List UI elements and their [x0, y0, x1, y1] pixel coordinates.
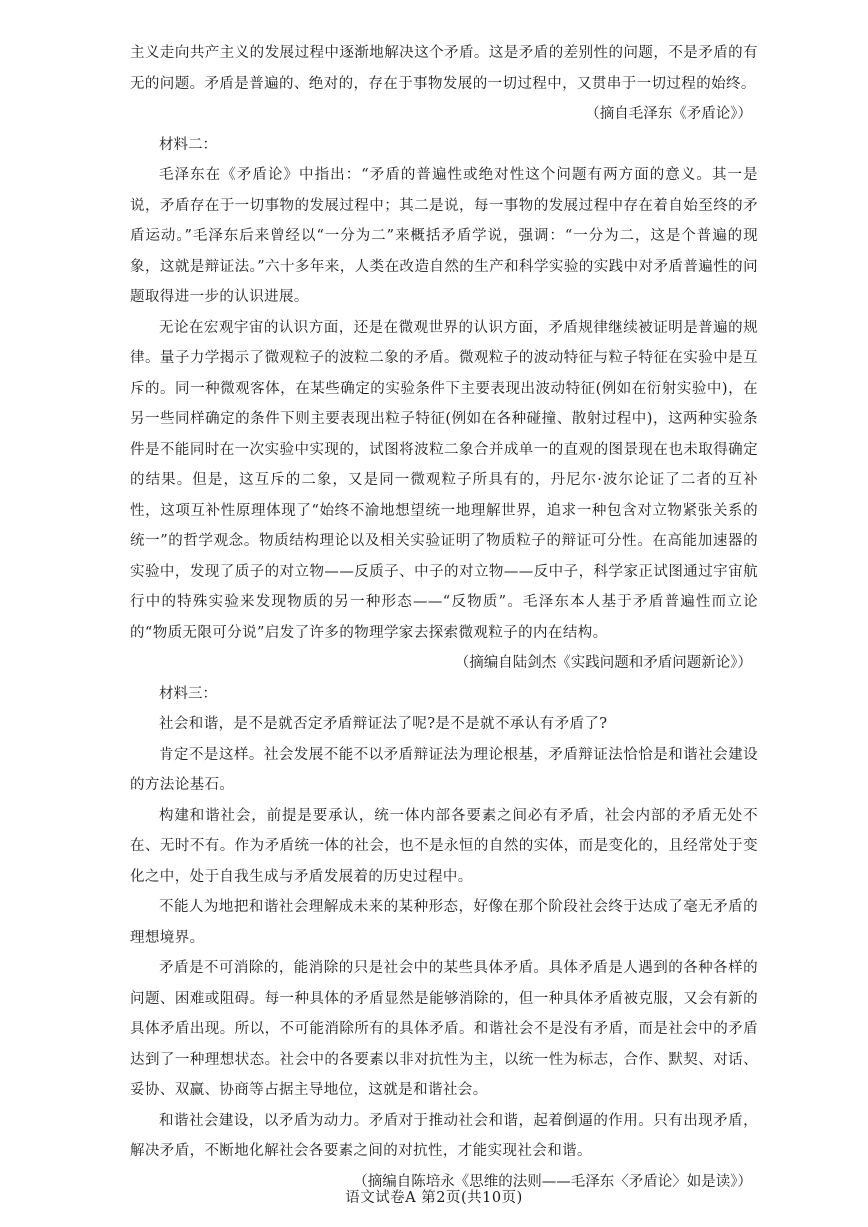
- material-one-continuation: 主义走向共产主义的发展过程中逐渐地解决这个矛盾。这是矛盾的差别性的问题，不是矛盾的有无的问题。矛盾是普遍的、绝对的，存在于事物发展的一切过程中，又贯串于一切过程的始终。: [130, 45, 758, 92]
- document-page: [130, 38, 758, 1197]
- material-three-paragraph: 和谐社会建设，以矛盾为动力。矛盾对于推动社会和谐，起着倒逼的作用。只有出现矛盾，解决矛盾，不断地化解社会各要素之间的对抗性，才能实现社会和谐。: [130, 1112, 758, 1159]
- material-three-heading: 材料三：: [159, 685, 217, 702]
- material-three-paragraph: 不能人为地把和谐社会理解成未来的某种形态，好像在那个阶段社会终于达成了毫无矛盾的理想境界。: [130, 899, 758, 946]
- material-three-source: （摘编自陈培永《思维的法则——毛泽东〈矛盾论〉如是读》）: [353, 1173, 752, 1190]
- material-one-source: （摘自毛泽东《矛盾论》）: [585, 106, 752, 122]
- material-two-paragraph: 毛泽东在《矛盾论》中指出：“矛盾的普遍性或绝对性这个问题有两方面的意义。其一是说，矛盾存在于一切事物的发展过程中；其二是说，每一事物的发展过程中存在着自始至终的矛盾运动。”毛泽东后来曾经以“一分为二”来概括矛盾学说，强调：“一分为二，这是个普遍的现象，这就是辩证法。”六十多年来，人类在改造自然的生产和科学实验的实践中对矛盾普遍性的问题取得进一步的认识进展。: [130, 167, 758, 305]
- material-two-source: （摘编自陆剑杰《实践问题和矛盾问题新论》）: [454, 655, 752, 671]
- material-three-paragraph: 肯定不是这样。社会发展不能不以矛盾辩证法为理论根基，矛盾辩证法恰恰是和谐社会建设的方法论基石。: [130, 746, 758, 793]
- page-footer: 语文试卷A 第2页(共10页): [345, 1190, 523, 1206]
- material-two-paragraph: 无论在宏观宇宙的认识方面，还是在微观世界的认识方面，矛盾规律继续被证明是普遍的规律。量子力学揭示了微观粒子的波粒二象的矛盾。微观粒子的波动特征与粒子特征在实验中是互斥的。同一种微观客体，在某些确定的实验条件下主要表现出波动特征(例如在衍射实验中)，在另一些同样确定的条件下则主要表现出粒子特征(例如在各种碰撞、散射过程中)，这两种实验条件是不能同时在一次实验中实现的，试图将波粒二象合并成单一的直观的图景现在也未取得确定的结果。但是，这互斥的二象，又是同一微观粒子所具有的，丹尼尔·波尔论证了二者的互补性，这项互补性原理体现了“始终不渝地想望统一地理解世界，追求一种包含对立物紧张关系的统一”的哲学观念。物质结构理论以及相关实验证明了物质粒子的辩证可分性。在高能加速器的实验中，发现了质子的对立物——反质子、中子的对立物——反中子，科学家正试图通过宇宙航行中的特殊实验来发现物质的另一种形态——“反物质”。毛泽东本人基于矛盾普遍性而立论的“物质无限可分说”启发了许多的物理学家去探索微观粒子的内在结构。: [130, 319, 758, 641]
- material-two-heading: 材料二：: [159, 136, 217, 153]
- material-three-paragraph: 矛盾是不可消除的，能消除的只是社会中的某些具体矛盾。具体矛盾是人遇到的各种各样的问题、困难或阻碍。每一种具体的矛盾显然是能够消除的，但一种具体矛盾被克服，又会有新的具体矛盾出现。所以，不可能消除所有的具体矛盾。和谐社会不是没有矛盾，而是社会中的矛盾达到了一种理想状态。社会中的各要素以非对抗性为主，以统一性为标志，合作、默契、对话、妥协、双赢、协商等占据主导地位，这就是和谐社会。: [130, 960, 758, 1098]
- material-three-paragraph: 社会和谐，是不是就否定矛盾辩证法了呢?是不是就不承认有矛盾了?: [159, 716, 608, 732]
- material-three-paragraph: 构建和谐社会，前提是要承认，统一体内部各要素之间必有矛盾，社会内部的矛盾无处不在、无时不有。作为矛盾统一体的社会，也不是永恒的自然的实体，而是变化的，且经常处于变化之中，处于自我生成与矛盾发展着的历史过程中。: [130, 807, 758, 885]
